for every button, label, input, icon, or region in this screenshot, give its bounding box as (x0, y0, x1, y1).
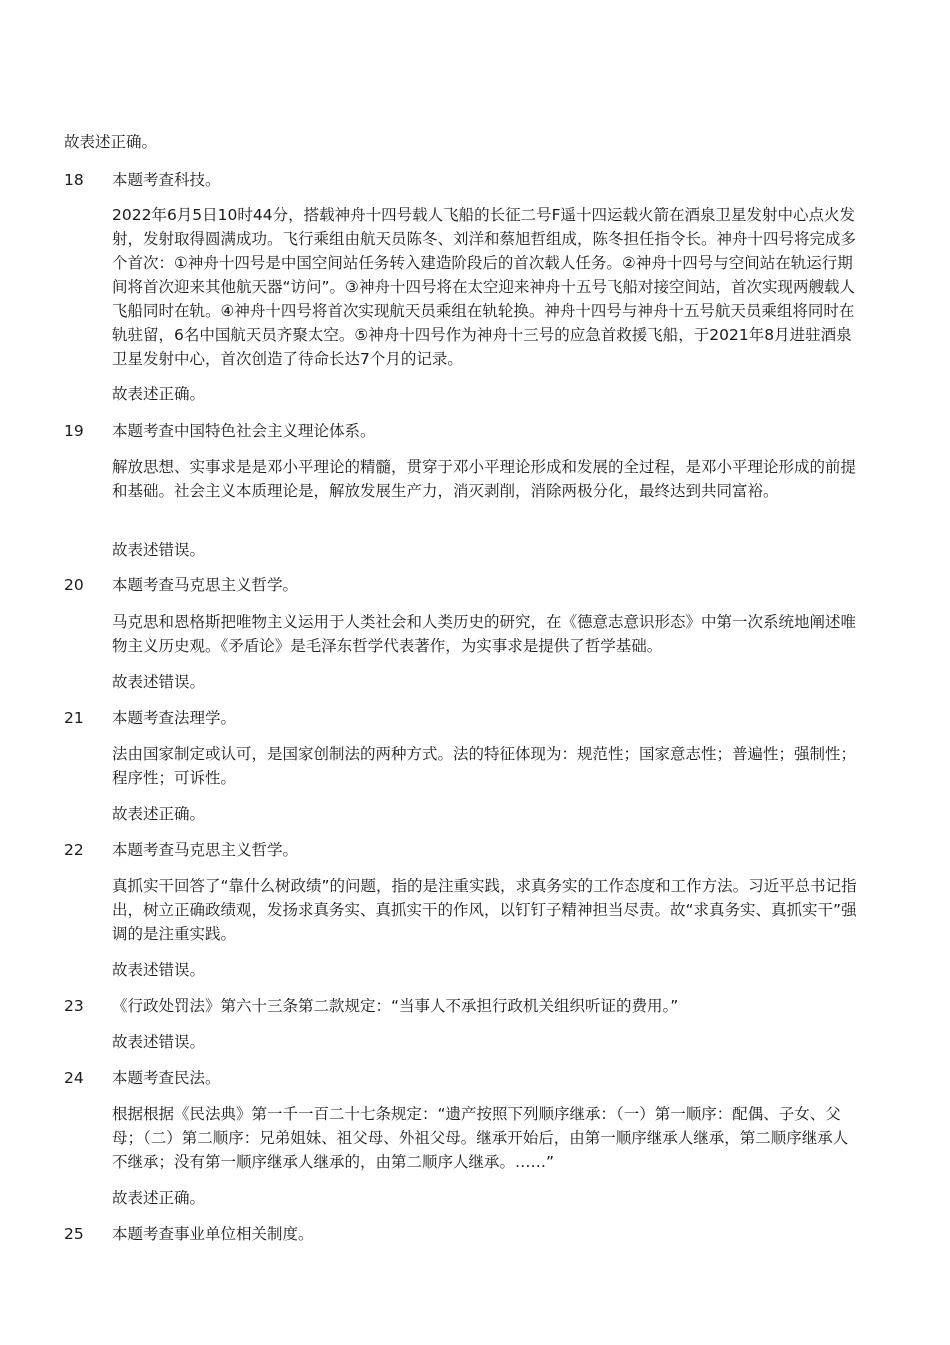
item-number: 22 (64, 841, 84, 859)
previous-conclusion: 故表述正确。 (64, 133, 158, 151)
item-title: 本题考查法理学。 (112, 709, 237, 727)
item-title: 本题考查中国特色社会主义理论体系。 (112, 422, 376, 440)
item-conclusion: 故表述正确。 (112, 805, 206, 823)
item-conclusion: 故表述正确。 (112, 385, 206, 403)
item-title: 本题考查民法。 (112, 1069, 221, 1087)
item-title: 本题考查科技。 (112, 171, 221, 189)
item-number: 20 (64, 576, 84, 594)
item-title: 《行政处罚法》第六十三条第二款规定：“当事人不承担行政机关组织听证的费用。” (112, 997, 679, 1015)
item-number: 24 (64, 1069, 84, 1087)
item-conclusion: 故表述错误。 (112, 961, 206, 979)
item-title: 本题考查事业单位相关制度。 (112, 1225, 314, 1243)
item-explanation: 2022年6月5日10时44分，搭载神舟十四号载人飞船的长征二号F遥十四运载火箭在酒泉卫星发射中心点火发射，发射取得圆满成功。飞行乘组由航天员陈冬、刘洋和蔡旭哲组成，陈冬担任指令长。神舟十四号将完成多个首次：①神舟十四号是中国空间站任务转入建造阶段后的首次载人任务。②神舟十四号与空间站在轨运行期间将首次迎来其他航天器“访问”。③神舟十四号将在太空迎来神舟十五号飞船对接空间站，首次实现两艘载人飞船同时在轨。④神舟十四号将首次实现航天员乘组在轨轮换。神舟十四号与神舟十五号航天员乘组将同时在轨驻留，6名中国航天员齐聚太空。⑤神舟十四号作为神舟十三号的应急首救援飞船，于2021年8月进驻酒泉卫星发射中心，首次创造了待命长达7个月的记录。 (112, 206, 857, 368)
item-explanation: 真抓实干回答了“靠什么树政绩”的问题，指的是注重实践，求真务实的工作态度和工作方法。习近平总书记指出，树立正确政绩观，发扬求真务实、真抓实干的作风，以钉钉子精神担当尽责。故“求真务实、真抓实干”强调的是注重实践。 (112, 877, 857, 943)
item-number: 18 (64, 171, 84, 189)
item-explanation: 根据根据《民法典》第一千一百二十七条规定：“遗产按照下列顺序继承：（一）第一顺序：配偶、子女、父母；（二）第二顺序：兄弟姐妹、祖父母、外祖父母。继承开始后，由第一顺序继承人继承，第二顺序继承人不继承；没有第一顺序继承人继承的，由第二顺序人继承。……” (112, 1105, 849, 1171)
item-conclusion: 故表述错误。 (112, 673, 206, 691)
item-conclusion: 故表述正确。 (112, 1189, 206, 1207)
item-explanation: 法由国家制定或认可，是国家创制法的两种方式。法的特征体现为：规范性；国家意志性；普遍性；强制性；程序性；可诉性。 (112, 745, 857, 787)
item-title: 本题考查马克思主义哲学。 (112, 576, 299, 594)
item-title: 本题考查马克思主义哲学。 (112, 841, 299, 859)
item-explanation: 解放思想、实事求是是邓小平理论的精髓，贯穿于邓小平理论形成和发展的全过程，是邓小平理论形成的前提和基础。社会主义本质理论是，解放发展生产力，消灭剥削，消除两极分化，最终达到共同富裕。 (112, 458, 857, 500)
item-number: 23 (64, 997, 84, 1015)
item-number: 25 (64, 1225, 84, 1243)
item-explanation: 马克思和恩格斯把唯物主义运用于人类社会和人类历史的研究，在《德意志意识形态》中第一次系统地阐述唯物主义历史观。《矛盾论》是毛泽东哲学代表著作，为实事求是提供了哲学基础。 (112, 613, 857, 655)
item-number: 21 (64, 709, 84, 727)
item-conclusion: 故表述错误。 (112, 1033, 206, 1051)
item-conclusion: 故表述错误。 (112, 541, 206, 559)
item-number: 19 (64, 422, 84, 440)
